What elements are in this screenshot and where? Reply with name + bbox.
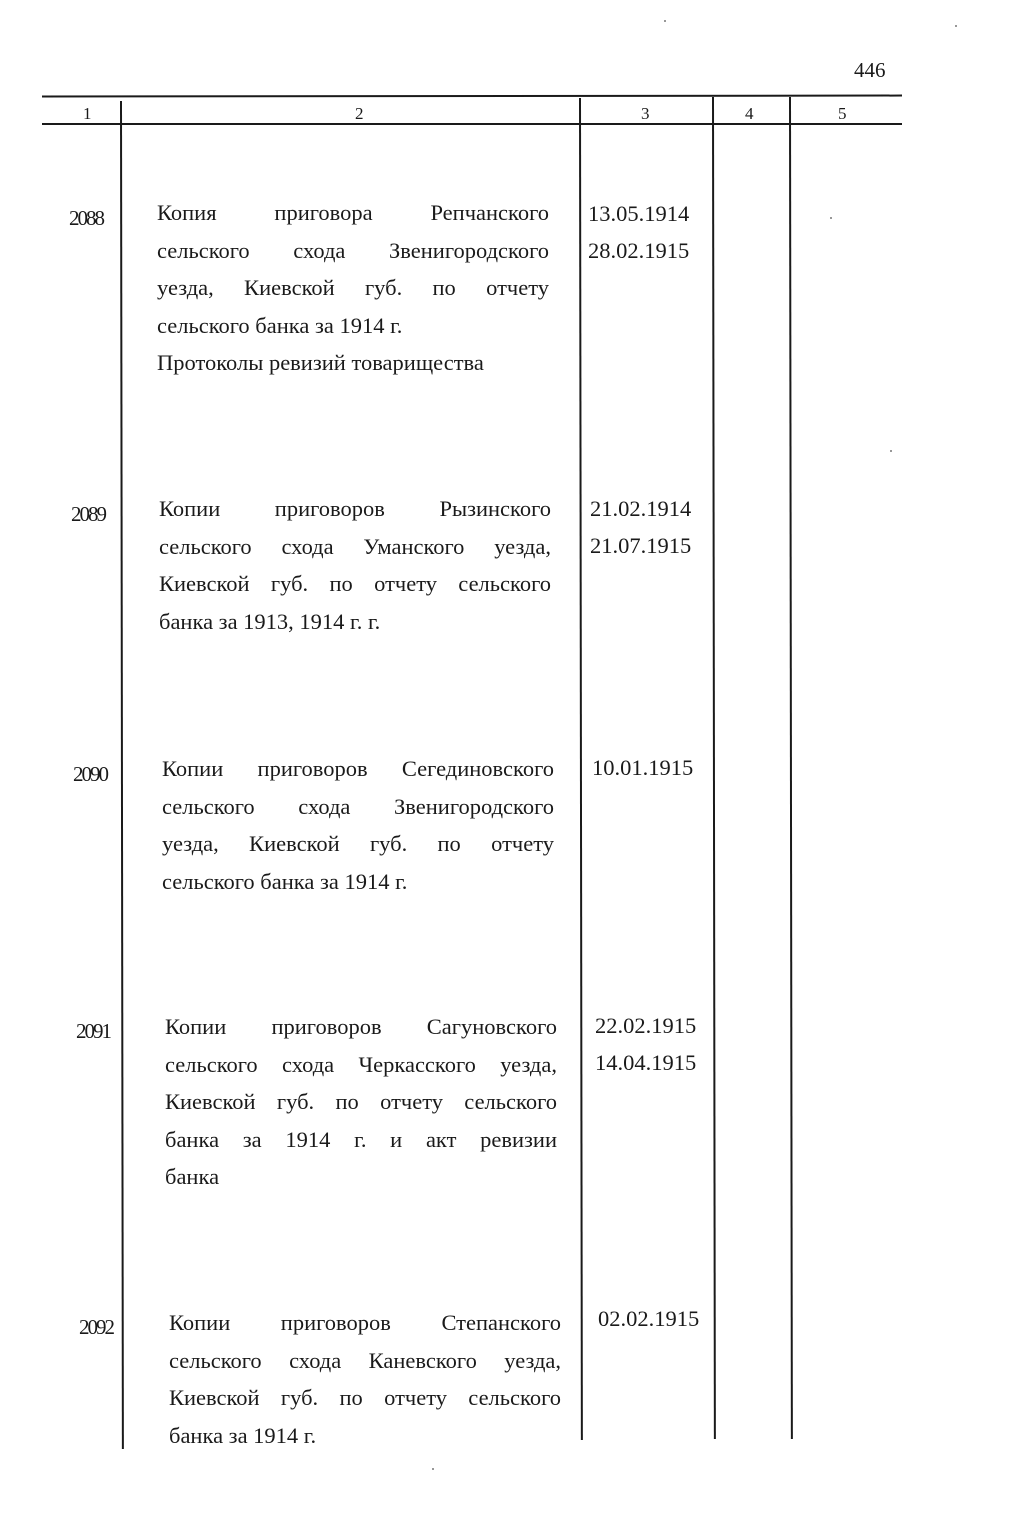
entry-number: 2092	[79, 1315, 113, 1339]
description-line: Копии приговоров Сагуновского	[165, 1014, 557, 1039]
description-line: сельского схода Черкасского уезда,	[165, 1051, 557, 1077]
column-divider-1	[120, 101, 123, 1449]
entry-number: 2091	[76, 1019, 110, 1043]
column-divider-2	[579, 98, 582, 1440]
entry-dates	[595, 1008, 696, 1081]
description-line: уезда, Киевской губ. по отчету	[162, 831, 554, 856]
description-line: банка за 1914 г.	[169, 1422, 317, 1448]
entry-dates	[598, 1301, 699, 1338]
date: 13.05.1914	[588, 201, 690, 226]
entry-number: 2089	[71, 502, 105, 526]
entry-description	[159, 490, 551, 640]
description-line: Киевской губ. по отчету сельского	[169, 1385, 561, 1410]
description-line: Киевской губ. по отчету сельского	[159, 571, 551, 596]
description-line: Копия приговора Репчанского	[157, 200, 549, 225]
scan-speck	[830, 217, 832, 219]
header-col-4: 4	[745, 104, 754, 123]
date: 22.02.1915	[595, 1013, 697, 1038]
description-line: уезда, Киевской губ. по отчету	[157, 275, 549, 300]
description-line: сельского банка за 1914 г.	[157, 312, 403, 338]
entry-dates	[588, 196, 689, 269]
scan-speck	[432, 1468, 434, 1470]
entry-number: 2090	[73, 762, 107, 786]
date: 02.02.1915	[598, 1306, 700, 1331]
date: 21.02.1914	[590, 496, 692, 521]
page-number: 446	[854, 58, 886, 82]
date: 21.07.1915	[590, 532, 692, 558]
entry-description	[169, 1304, 561, 1454]
description-line: сельского схода Каневского уезда,	[169, 1347, 561, 1373]
scan-speck	[664, 20, 666, 22]
scan-speck	[890, 450, 892, 452]
entry-description	[165, 1008, 557, 1196]
column-divider-3	[712, 97, 715, 1439]
description-line: Протоколы ревизий товарищества	[157, 350, 484, 375]
table-top-rule	[42, 95, 902, 97]
header-col-1: 1	[83, 104, 92, 123]
description-line: банка за 1914 г. и акт ревизии	[165, 1126, 557, 1152]
entry-dates	[592, 750, 693, 787]
header-col-2: 2	[355, 104, 364, 123]
description-line: сельского схода Уманского уезда,	[159, 533, 551, 559]
description-line: Копии приговоров Степанского	[169, 1310, 561, 1335]
entry-description	[157, 194, 549, 382]
entry-number: 2088	[69, 206, 103, 230]
description-line: сельского банка за 1914 г.	[162, 868, 408, 894]
column-divider-4	[789, 97, 792, 1439]
scan-speck	[955, 25, 957, 27]
entry-description	[162, 750, 554, 900]
header-col-3: 3	[641, 104, 650, 123]
header-bottom-rule	[42, 123, 902, 125]
description-line: Копии приговоров Рызинского	[159, 496, 551, 521]
description-line: Копии приговоров Сегединовского	[162, 756, 554, 781]
description-line: банка за 1913, 1914 г. г.	[159, 608, 381, 634]
description-line: банка	[165, 1164, 220, 1189]
date: 28.02.1915	[588, 237, 690, 263]
description-line: сельского схода Звенигородского	[162, 793, 554, 819]
header-col-5: 5	[838, 104, 847, 123]
description-line: сельского схода Звенигородского	[157, 237, 549, 263]
date: 10.01.1915	[592, 755, 694, 780]
description-line: Киевской губ. по отчету сельского	[165, 1089, 557, 1114]
date: 14.04.1915	[595, 1049, 697, 1075]
entry-dates	[590, 491, 691, 564]
